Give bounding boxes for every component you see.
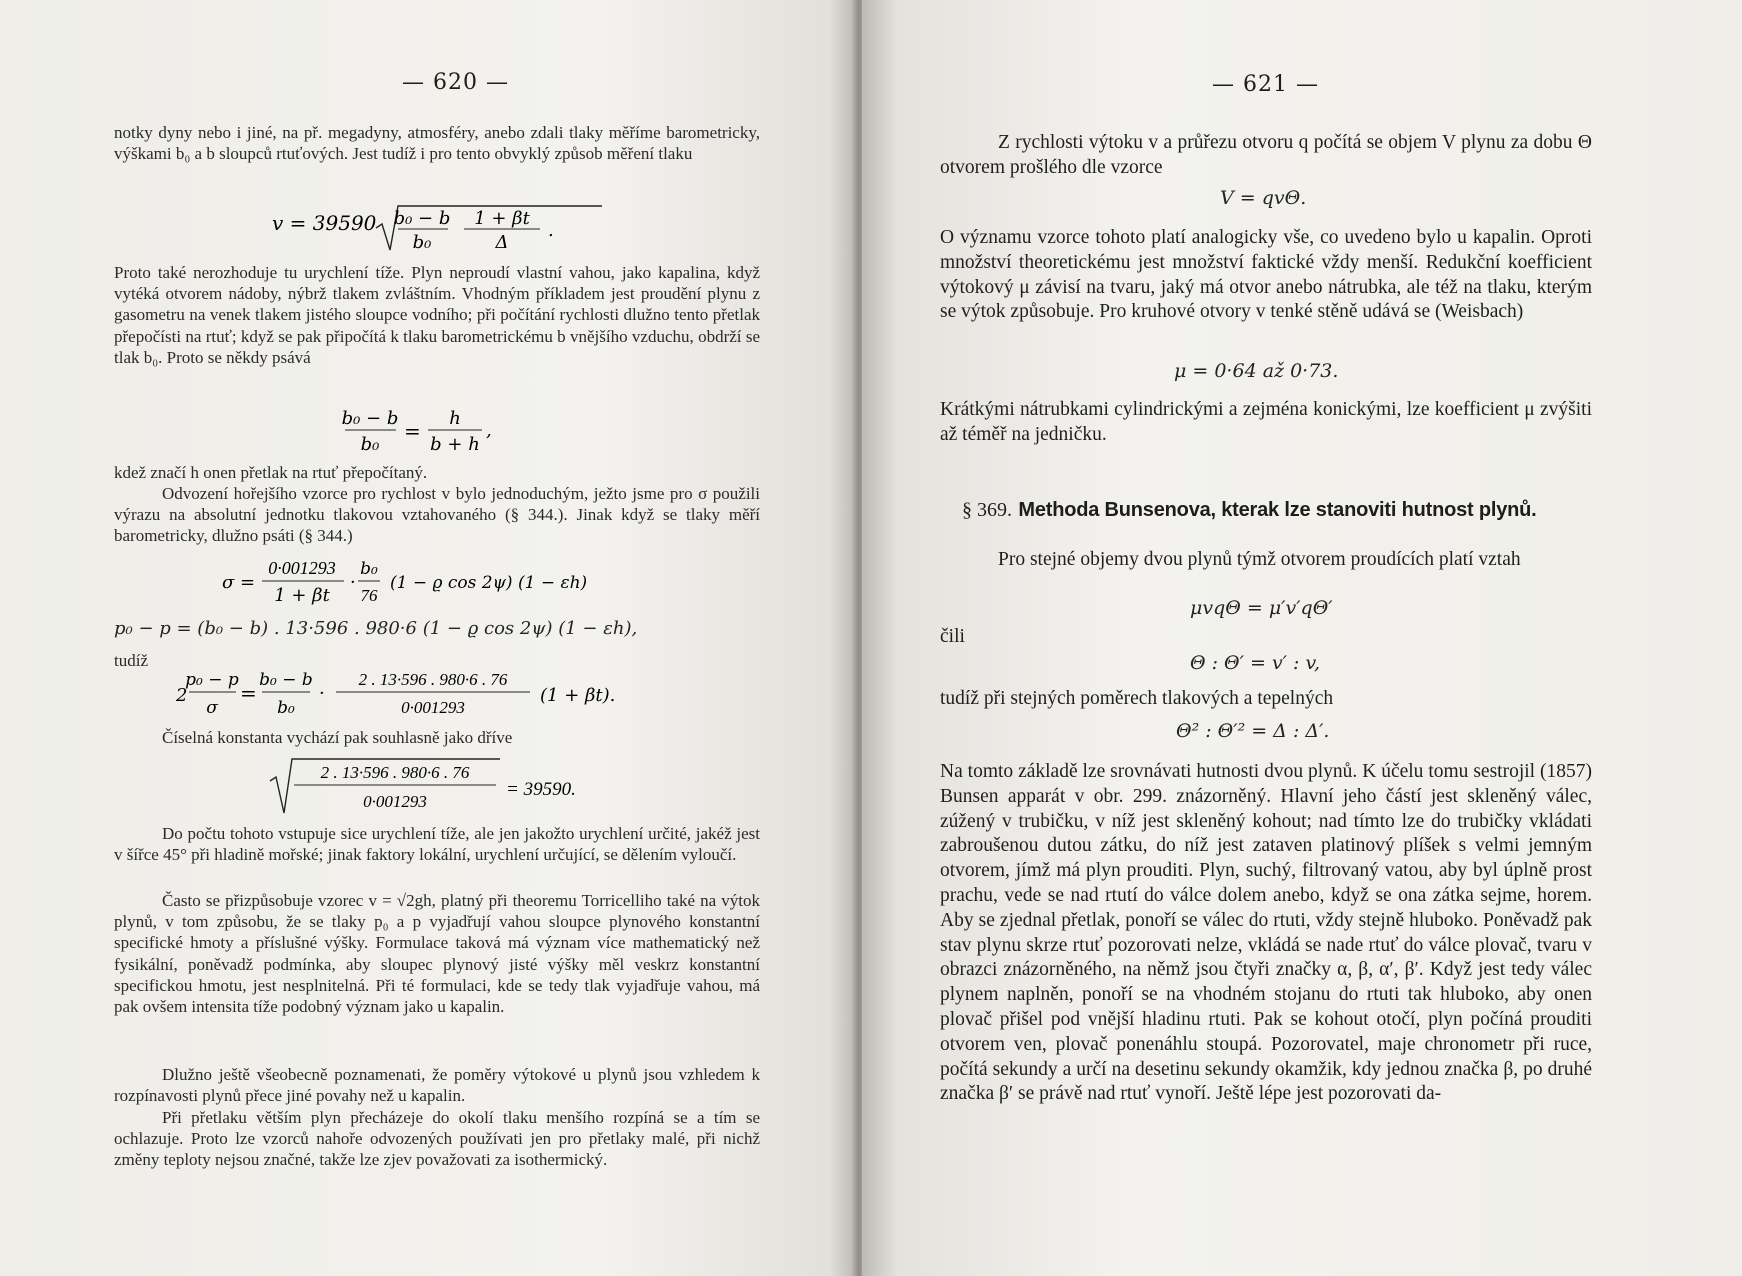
left-page — [0, 0, 855, 1276]
fraction-denominator: b₀ — [412, 232, 432, 253]
paragraph: Při přetlaku větším plyn přecházeje do okolí tlaku menšího rozpíná se a tím se ochlazuje. Proto lze vzorců nahoře odvozených používati jen pro přetlaky malé, při nichž změny teploty nejsou značné, takže lze zjev považovati za isothermický. — [114, 1108, 760, 1170]
paragraph: Do počtu tohoto vstupuje sice urychlení tíže, ale jen jakožto urychlení určité, jakéž jest v šířce 45° při hladině mořské; jinak faktory lokální, urychlení určující, se dělením vyloučí. — [114, 824, 760, 865]
paragraph: Číselná konstanta vychází pak souhlasně jako dříve — [162, 728, 513, 747]
formula-punct: , — [486, 420, 492, 441]
formula-rest: (1 + βt). — [540, 685, 616, 706]
svg-text:·: · — [319, 683, 325, 704]
paragraph: Proto také nerozhoduje tu urychlení tíže. Plyn neproudí vlastní vahou, jako kapalina, když vytéká otvorem nádoby, nýbrž tlakem zvláštním. Vhodným příkladem jest proudění plynu z gasometru na venek tlakem jistého sloupce vodního; při počítání rychlosti dlužno tento přetlak přepočísti na rtuť; když se pak připočítá k tlaku barometrickému b vnějšího vzduchu, obdrží se tlak b₀. Proto se někdy psává — [114, 263, 760, 367]
fraction-numerator: h — [449, 408, 461, 429]
formula-flow-equality: μvqΘ = μ′v′qΘ′ — [1190, 597, 1333, 619]
word-tudiz: tudíž — [114, 651, 148, 670]
formula-lhs: σ = — [222, 572, 256, 593]
fraction-numerator: 2 . 13·596 . 980·6 . 76 — [320, 763, 470, 782]
formula-coef: 2 — [176, 685, 188, 706]
formula-volume: V = qvΘ. — [1220, 187, 1307, 209]
formula-rest: (1 − ϱ cos 2ψ) (1 − εh) — [390, 573, 588, 593]
formula-lhs: v = 39590 — [272, 211, 377, 235]
fraction-numerator: 1 + βt — [474, 208, 530, 229]
fraction-denominator: 76 — [360, 586, 378, 605]
fraction-numerator: 0·001293 — [268, 558, 336, 578]
formula-rest: = 39590. — [506, 779, 576, 800]
fraction-numerator: b₀ − b — [393, 208, 451, 229]
fraction-numerator: b₀ — [360, 559, 378, 579]
fraction-denominator: σ — [206, 698, 218, 718]
fraction-numerator: p₀ − p — [185, 670, 239, 690]
paragraph: notky dyny nebo i jiné, na př. megadyny, atmosféry, anebo zdali tlaky měříme barometricky, výškami b₀ a b sloupců rtuťových. Jest tudíž i pro tento obvyklý způsob měření tlaku — [114, 123, 760, 164]
word-cili: čili — [940, 626, 965, 647]
page-number: — 621 — — [1212, 72, 1319, 97]
fraction-denominator: b₀ — [277, 698, 295, 718]
paragraph: Na tomto základě lze srovnávati hutnosti dvou plynů. K účelu tomu sestrojil (1857) Bunsen apparát v obr. 299. znázorněný. Hlavní jeho částí jest skleněný válec, zúžený v trubičku, v níž jest skleněný kohout; nad tímto lze do trubičky vkládati zabroušenou dutou zátku, do níž jest zataven platinový plíšek s velmi jemným otvorem, jímž má plyn prouditi. Plyn, suchý, filtrovaný vatou, aby byl úplně prost prachu, vede se nad rtutí do válce dolem anebo, když se ona zátka sejme, horem. Aby se zjednal přetlak, ponoří se válec do rtuti, vždy stejně hluboko. Poněvadž pak stav plynu skrze rtuť pozorovati nelze, vkládá se nade rtuť do válce plovač, tvaru v obrazci znázorněného, na němž jsou čtyři značky α, β, α′, β′. Když jest tedy válec plynem naplněn, ponoří se na vhodném stojanu do rtuti tak hluboko, aby onen plovač přišel pod vnější hladinu rtuti. Pak se kohout otočí, plyn počíná prouditi otvorem ven, plovač ponenáhlu stoupá. Pozorovatel, maje chronometr při ruce, počítá sekundy a určí na desetinu sekundy okamžik, kdy jednou značka β, po druhé značka β′ se právě nad rtuť vynoří. Ještě lépe jest pozorovati da- — [940, 761, 1592, 1105]
paragraph: kdež značí h onen přetlak na rtuť přepočítaný. — [114, 463, 428, 482]
section-heading — [962, 497, 1662, 522]
paragraph: tudíž při stejných poměrech tlakových a tepelných — [940, 688, 1334, 709]
formula-density-ratio: Θ² : Θ′² = Δ : Δ′. — [1176, 720, 1330, 742]
fraction-numerator: b₀ − b — [259, 670, 313, 690]
formula-time-ratio: Θ : Θ′ = v′ : v, — [1190, 652, 1320, 674]
formula-sigma — [222, 554, 702, 610]
formula-punct: . — [548, 220, 554, 241]
fraction-denominator: 0·001293 — [401, 698, 465, 717]
section-number: § 369. — [962, 499, 1012, 521]
paragraph: Odvození hořejšího vzorce pro rychlost v bylo jednoduchým, ježto jsme pro σ použili výrazu na absolutní jednotku tlakovou vztahovaného (§ 344.). Jinak když se tlaky měří barometricky, dlužno psáti (§ 344.) — [114, 484, 760, 546]
formula-pressure-difference: p₀ − p = (b₀ − b) . 13·596 . 980·6 (1 − ϱ cos 2ψ) (1 − εh), — [114, 618, 638, 639]
formula-pressure-ratio — [340, 406, 520, 460]
formula-eq: = — [240, 681, 257, 705]
fraction-denominator: Δ — [495, 232, 509, 253]
fraction-denominator: b + h — [430, 434, 480, 455]
formula-eq: = — [404, 419, 421, 443]
page-number: — 620 — — [402, 70, 509, 95]
section-title: Methoda Bunsenova, kterak lze stanoviti hutnost plynů. — [1018, 499, 1537, 521]
right-page — [862, 0, 1742, 1276]
paragraph: Často se přizpůsobuje vzorec v = √2gh, platný při theoremu Torricelliho také na výtok plynů, v tom způsobu, že se tlaky p₀ a p vyjadřují vahou sloupce plynového konstantní specifické hmoty a příslušné výšky. Formulace taková má význam více mathematický než fysikální, poněvadž podmínka, aby sloupec plynový jisté výšky měl veskrz konstantní specifickou hmotu, jest nesplnitelná. Při té formulaci, kde se tedy tlak vyjadřuje vahou, má pak ovšem intensita tíže podobný význam jako u kapalin. — [114, 891, 760, 1017]
fraction-denominator: 1 + βt — [274, 585, 330, 606]
paragraph: Pro stejné objemy dvou plynů týmž otvorem proudících platí vztah — [998, 549, 1521, 570]
paragraph: Dlužno ještě všeobecně poznamenati, že poměry výtokové u plynů jsou vzhledem k rozpínavosti plynů přece jiné povahy než u kapalin. — [114, 1065, 760, 1106]
fraction-denominator: b₀ — [360, 434, 380, 455]
paragraph: Krátkými nátrubkami cylindrickými a zejména konickými, lze koefficient μ zvýšiti až téměř na jedničku. — [940, 399, 1592, 445]
formula-velocity — [272, 198, 592, 258]
paragraph: O významu vzorce tohoto platí analogicky vše, co uvedeno bylo u kapalin. Oproti množství theoretickému jest množství faktické vždy menší. Redukční koefficient výtokový μ závisí na tvaru, jaký má otvor anebo nátrubka, ale též na tlaku, kterým se výtok způsobuje. Pro kruhové otvory v tenké stěně udává se (Weisbach) — [940, 227, 1592, 323]
paragraph: Z rychlosti výtoku v a průřezu otvoru q počítá se objem V plynu za dobu Θ otvorem prošlého dle vzorce — [940, 132, 1592, 178]
fraction-denominator: 0·001293 — [363, 792, 427, 811]
fraction-numerator: 2 . 13·596 . 980·6 . 76 — [358, 670, 508, 689]
formula-combined — [176, 665, 696, 721]
formula-constant — [270, 755, 610, 817]
fraction-numerator: b₀ − b — [341, 408, 399, 429]
svg-text:·: · — [350, 572, 356, 593]
formula-mu: μ = 0·64 až 0·73. — [1174, 360, 1339, 382]
